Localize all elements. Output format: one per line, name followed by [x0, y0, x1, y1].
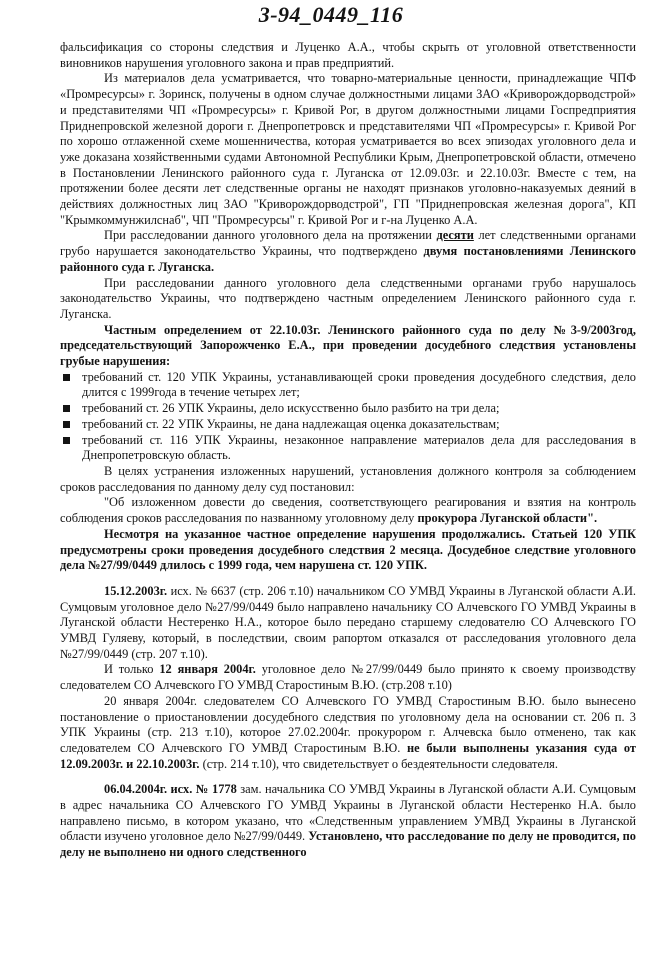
list-item	[60, 433, 636, 464]
document-body	[60, 40, 636, 861]
text-segment: 20 января 2004г. следователем СО Алчевского ГО УМВД Старостиным В.Ю. было вынесено постановление о приостановлении досудебного следствия по уголовному дела на основании ст. 206 п. 3 УПК Украины (стр. 213 т.10), которое 27.02.2004г. прокурором г. Алчевска было отменено, так как следователем СО Алчевского ГО УМВД Старостиным В.Ю.	[60, 693, 636, 755]
square-bullet-icon	[63, 421, 70, 428]
paragraph-case-materials: Из материалов дела усматривается, что товарно-материальные ценности, принадлежащие ЧПФ «Промресурсы» г. Зоринск, получены в одном случае должностными лицами ЗАО «Криворождорводстрой» и представителями ЧП «Промресурсы» г. Кривой Рог, в другом должностными лицами Госпредприятия Приднепровской железной дороги г. Днепропетровск и представителями ЧП «Промресурсы» г. Кривой Рог по хорошо отлаженной схеме мошенничества, которая усматривается во всех эпизодах уголовного дела и уже доказана хозяйственными судами Автономной Республики Крым, Днепропетровской области, отмечено в Постановлении Ленинского районного суда г. Луганска от 12.09.03г. и 22.10.03г. Вместе с тем, на протяжении более десяти лет следственные органы не находят признаков уголовно-наказуемых деяний в действиях должностных лиц ЗАО "Криворождорводстрой", ГП "Приднепровская железная дорога", КП "Крымкоммунжилснаб", ЧП "Промресурсы" г. Кривой Рог и г-на Луценко А.А.	[60, 71, 636, 227]
text-segment: При расследовании данного уголовного дела на протяжении	[104, 228, 437, 243]
bold-date: 06.04.2004г. исх. № 1778	[104, 782, 237, 797]
paragraph-ruling-date: Частным определением от 22.10.03г. Ленинского районного суда по делу №3-9/2003год, председательствующий Запорожченко Е.А., при проведении досудебного следствия установлены грубые нарушения:	[60, 322, 636, 369]
paragraph-violations-continued: Несмотря на указанное частное определение нарушения продолжались. Статьей 120 УПК предусмотрены сроки проведения досудебного следствия 2 месяца. Досудебное следствие уголовного дела №27/99/0449 длилось с 1999 года, чем нарушена ст. 120 УПК.	[60, 526, 636, 573]
list-item-text: требований ст. 22 УПК Украины, не дана надлежащая оценка доказательствам;	[82, 416, 500, 431]
list-item	[60, 370, 636, 401]
paragraph-quote	[60, 495, 636, 526]
paragraph-12-january-2004	[60, 662, 636, 693]
paragraph-falsification: фальсификация со стороны следствия и Луценко А.А., чтобы скрыть от уголовной ответственности виновников нарушения уголовного закона и прав предприятий.	[60, 40, 636, 70]
text-segment: исх. № 6637 (стр. 206 т.10) начальником СО УМВД Украины в Луганской области А.И. Сумцовым уголовное дело №27/99/0449 было направлено начальнику СО Алчевского ГО УМВД Украины в Луганской области Нестеренко Н.А., которое было передано старшему следователю СО Алчевского ГО УМВД Гуляеву, который, в последствии, своим рапортом отказался от расследования уголовного дела №27/99/0449 (стр. 207 т.10).	[60, 583, 636, 661]
list-item	[60, 417, 636, 433]
square-bullet-icon	[63, 405, 70, 412]
text-segment: уголовное дело №27/99/0449 было принято к своему производству следователем СО Алчевского ГО УМВД Старостиным В.Ю. (стр.208 т.10)	[60, 662, 636, 693]
list-item-text: требований ст. 26 УПК Украины, дело искусственно было разбито на три дела;	[82, 401, 500, 416]
text-segment: И только	[104, 662, 160, 677]
text-segment: зам. начальника СО УМВД Украины в Луганской области А.И. Сумцовым в адрес начальника СО Алчевского ГО УМВД Украины в Луганской области Нестеренко Н.А. было направлено письмо, в котором указано, что «Следственным управлением УМВД Украины в Луганской области изучено уголовное дело №27/99/0449.	[60, 782, 636, 844]
square-bullet-icon	[63, 437, 70, 444]
paragraph-15-12-2003	[60, 584, 636, 663]
text-segment: "Об изложенном довести до сведения, соответствующего реагирования и взятия на контроль соблюдения сроков расследования по названному уголовному делу	[60, 495, 636, 526]
list-item-text: требований ст. 120 УПК Украины, устанавливающей сроки проведения досудебного следствия, дело длится с 1999года в течение четырех лет;	[82, 369, 636, 400]
bold-segment: прокурора Луганской области".	[417, 511, 598, 526]
bold-segment: двумя постановлениями Ленинского районного суда г. Луганска.	[60, 244, 636, 274]
list-item	[60, 401, 636, 417]
bold-date: 15.12.2003г.	[104, 583, 168, 598]
paragraph-court-decided: В целях устранения изложенных нарушений, установления должного контроля за соблюдением сроков расследования по данному делу суд постановил:	[60, 463, 636, 494]
square-bullet-icon	[63, 374, 70, 381]
paragraph-06-04-2004	[60, 782, 636, 861]
underlined-ten: десяти	[436, 228, 474, 243]
bold-date: 12 января 2004г.	[159, 662, 256, 677]
paragraph-20-january-2004	[60, 694, 636, 773]
bold-segment: Установлено, что расследование по делу не проводится, по делу не выполнено ни одного следственного	[60, 829, 636, 860]
text-segment: (стр. 214 т.10), что свидетельствует о бездеятельности следователя.	[199, 756, 558, 771]
list-item-text: требований ст. 116 УПК Украины, незаконное направление материалов дела для расследования в Днепропетровскую область.	[82, 432, 636, 463]
case-number-header: 3-94_0449_116	[258, 2, 404, 27]
paragraph-ten-years	[60, 228, 636, 275]
bold-segment: не были выполнены указания суда от 12.09.2003г. и 22.10.2003г.	[60, 740, 637, 771]
violations-list	[60, 370, 636, 464]
paragraph-private-ruling: При расследовании данного уголовного дела следственными органами грубо нарушалось законодательство Украины, что подтверждено частным определением Ленинского районного суда г. Луганска.	[60, 275, 636, 321]
text-segment: лет следственными органами грубо нарушается законодательство Украины, что подтверждено	[60, 228, 636, 259]
